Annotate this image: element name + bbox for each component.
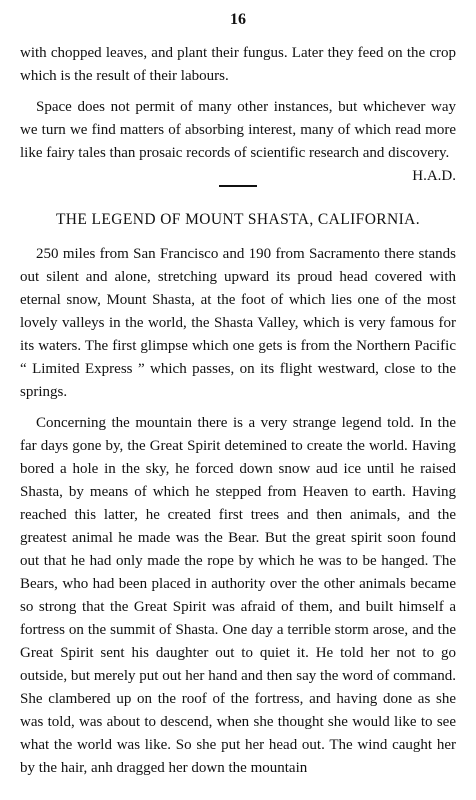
closing-paragraph — [20, 96, 456, 184]
closing-paragraph-text: Space does not permit of many other instances, but whichever way we turn we find matters of absorbing interest, many of which read more like fairy tales than prosaic records of scientific research and discovery. — [20, 99, 456, 161]
section-divider — [219, 185, 257, 187]
document-page — [20, 10, 456, 780]
section-title: THE LEGEND OF MOUNT SHASTA, CALIFORNIA. — [55, 211, 421, 228]
legend-paragraph-story: Concerning the mountain there is a very strange legend told. In the far days gone by, the Great Spirit detemined to create the world. Having bored a hole in the sky, he forced down snow aud ice until he raised Shasta, by means of which he stepped from Heaven to earth. Having reached this latter, he created first trees and then animals, and the greatest animal he made was the Bear. But the great spirit soon found out that he had only made the rope by which he was to be hanged. The Bears, who had been placed in authority over the other animals became so strong that the Great Spirit was afraid of them, and built himself a fortress on the summit of Shasta. One day a terrible storm arose, and the Great Spirit sent his daughter out to quiet it. He told her not to go outside, but merely put out her hand and then say the word of command. She clambered up on the roof of the fortress, and having done as she was told, was about to descend, when she thought she would like to see what the world was like. So she put her head out. The wind caught her by the hair, anh dragged her down the mountain — [20, 415, 456, 776]
page-number: 16 — [230, 11, 246, 28]
continued-paragraph: with chopped leaves, and plant their fungus. Later they feed on the crop which is the result of their labours. — [20, 45, 456, 84]
author-initials: H.A.D. — [412, 168, 456, 184]
legend-paragraph-intro: 250 miles from San Francisco and 190 from Sacramento there stands out silent and alone, stretching upward its proud head covered with eternal snow, Mount Shasta, at the foot of which lies one of the most lovely valleys in the world, the Shasta Valley, which is very famous for its waters. The first glimpse which one gets is from the Northern Pacific “ Limited Express ” which passes, on its flight westward, close to the springs. — [20, 246, 456, 400]
